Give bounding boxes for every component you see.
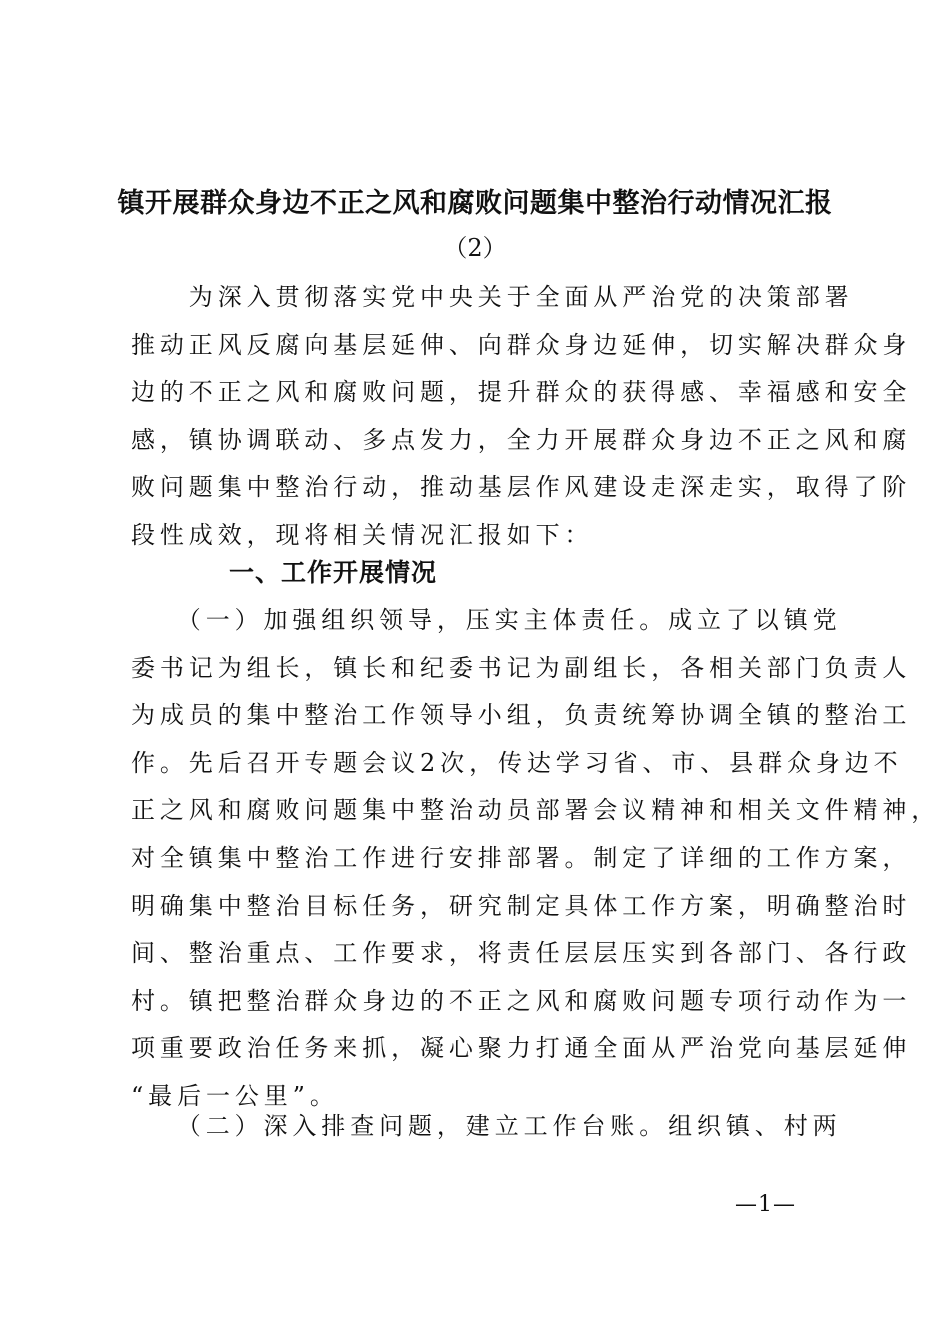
section-1-paragraph	[131, 597, 941, 1121]
intro-paragraph	[131, 274, 912, 560]
paragraph-line: 为深入贯彻落实党中央关于全面从严治党的决策部署	[131, 283, 854, 311]
paragraph-line: 明确集中整治目标任务，研究制定具体工作方案，明确整治时	[131, 891, 912, 920]
paragraph-line: 委书记为组长，镇长和纪委书记为副组长，各相关部门负责人	[131, 653, 912, 682]
paragraph-line: （二）深入排查问题，建立工作台账。组织镇、村两	[131, 1112, 842, 1140]
paragraph-line: 败问题集中整治行动，推动基层作风建设走深走实，取得了阶	[131, 473, 912, 502]
paragraph-line: 项重要政治任务来抓，凝心聚力打通全面从严治党向基层延伸	[131, 1034, 912, 1063]
paragraph-line: 对全镇集中整治工作进行安排部署。制定了详细的工作方案，	[131, 843, 912, 872]
paragraph-line: 正之风和腐败问题集中整治动员部署会议精神和相关文件精神，	[131, 796, 941, 825]
paragraph-line: 段性成效，现将相关情况汇报如下：	[131, 520, 594, 549]
paragraph-line: 为成员的集中整治工作领导小组，负责统筹协调全镇的整治工	[131, 701, 912, 730]
section-2-paragraph	[131, 1103, 842, 1151]
page-number: —1—	[735, 1192, 796, 1217]
paragraph-line: 感，镇协调联动、多点发力，全力开展群众身边不正之风和腐	[131, 425, 912, 454]
section-heading: 一、工作开展情况	[229, 558, 438, 587]
paragraph-line: 推动正风反腐向基层延伸、向群众身边延伸，切实解决群众身	[131, 330, 912, 359]
paragraph-line: 间、整治重点、工作要求，将责任层层压实到各部门、各行政	[131, 939, 912, 968]
paragraph-line: “最后一公里”。	[131, 1081, 339, 1110]
document-subtitle: （2）	[443, 234, 507, 262]
paragraph-line: 村。镇把整治群众身边的不正之风和腐败问题专项行动作为一	[131, 986, 912, 1015]
document-title: 镇开展群众身边不正之风和腐败问题集中整治行动情况汇报	[117, 188, 833, 219]
paragraph-line: 边的不正之风和腐败问题，提升群众的获得感、幸福感和安全	[131, 378, 912, 407]
paragraph-line: 作。先后召开专题会议2次，传达学习省、市、县群众身边不	[131, 748, 903, 777]
paragraph-line: （一）加强组织领导，压实主体责任。成立了以镇党	[131, 606, 842, 634]
